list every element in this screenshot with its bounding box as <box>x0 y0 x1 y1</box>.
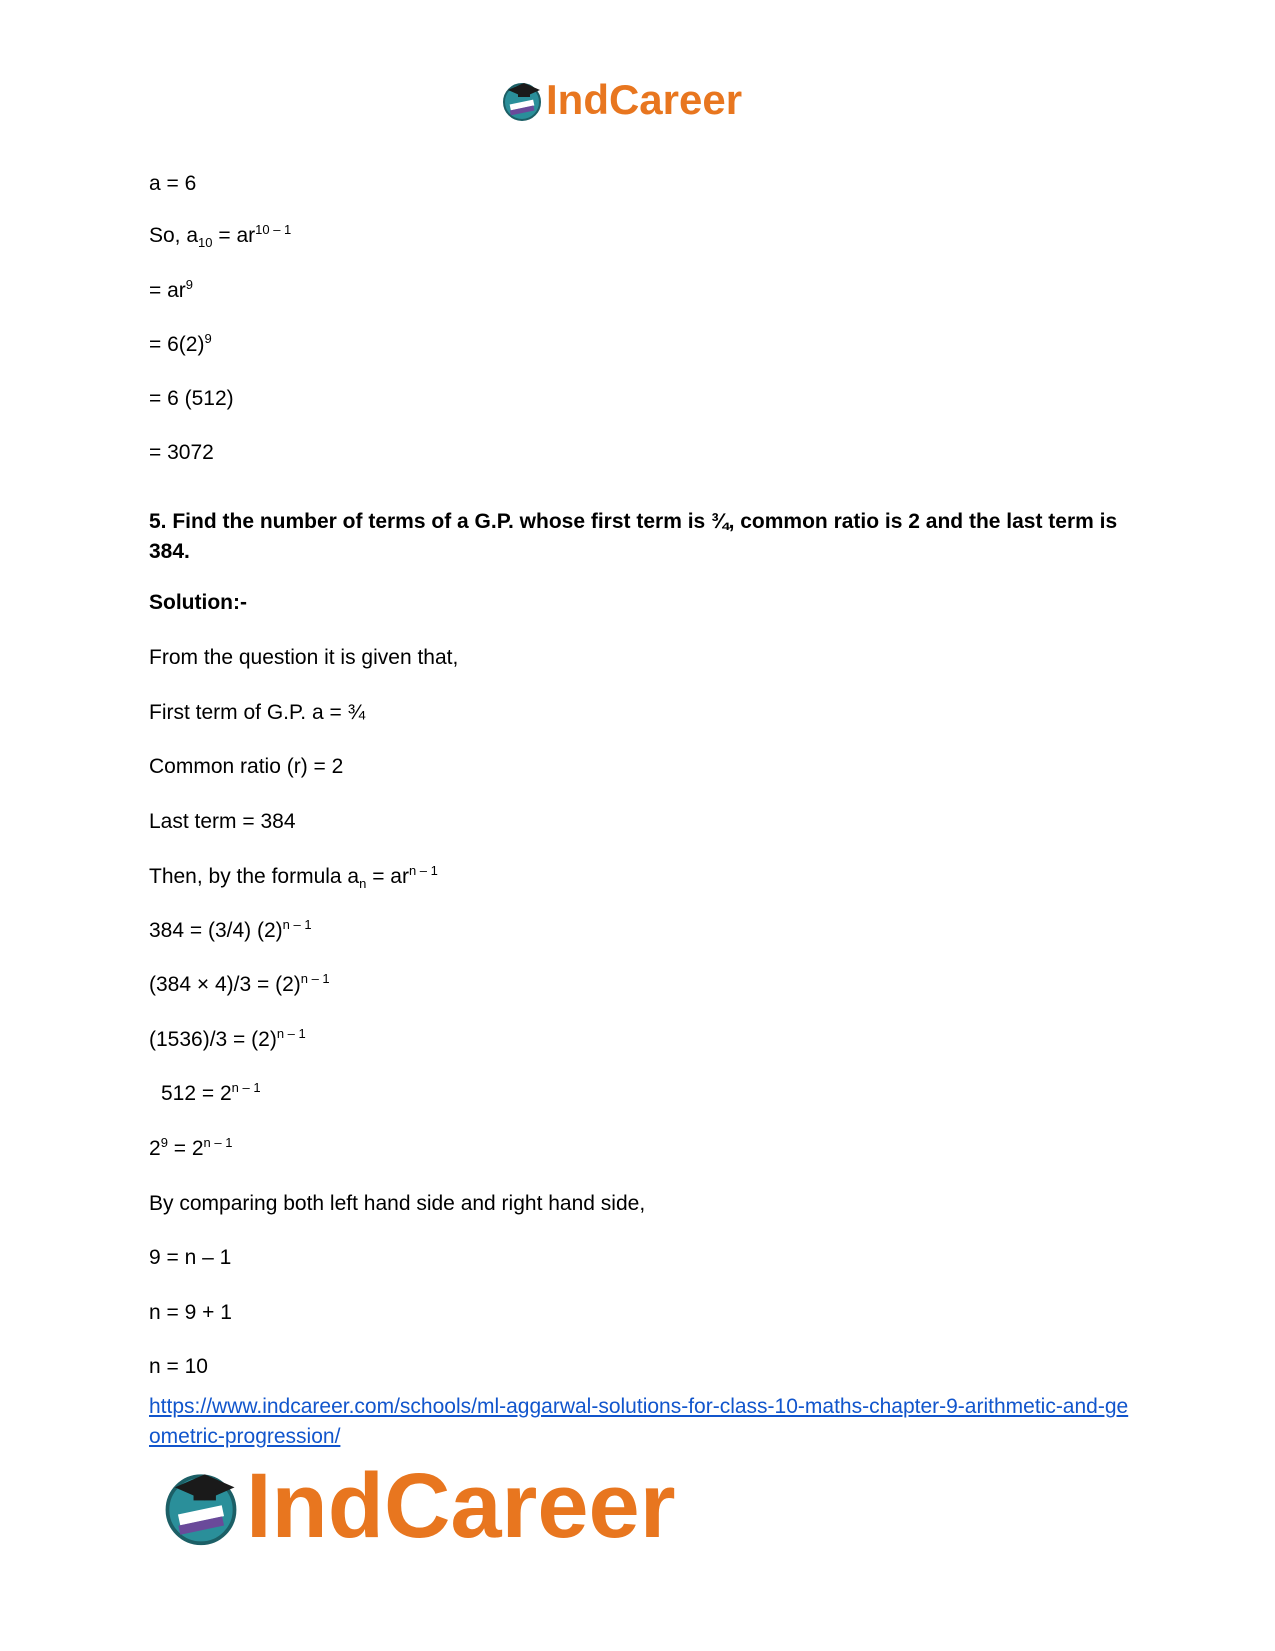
solution-heading: Solution:- <box>149 591 247 614</box>
graduation-globe-icon <box>160 1465 242 1547</box>
text-line: a = 6 <box>149 172 197 195</box>
text-line: = $ar^9$ <box>149 277 194 302</box>
text-line: n = 10 <box>149 1355 208 1378</box>
text-line: 384 = (3/4) $(2)^{n - 1}$ <box>149 917 312 942</box>
question-5: 5. Find the number of terms of a G.P. whose first term is ¾, common ratio is 2 and the last term is 384. <box>149 510 1118 563</box>
text-line: So, $a_{10} = ar^{10 - 1}$ <box>149 222 292 250</box>
text-line: $(1536)/3 = (2)^{n - 1}$ <box>149 1026 306 1051</box>
text-line: = 6 (512) <box>149 387 234 410</box>
text-line: = 3072 <box>149 441 214 464</box>
text-line: From the question it is given that, <box>149 646 459 669</box>
logo-text: IndCareer <box>246 1455 676 1557</box>
header-logo <box>500 78 742 122</box>
text-line: By comparing both left hand side and right hand side, <box>149 1192 646 1215</box>
text-line: n = 9 + 1 <box>149 1301 232 1324</box>
text-line: First term of G.P. a = ¾ <box>149 701 366 724</box>
text-line: $(384 \times 4)/3 = (2)^{n - 1}$ <box>149 971 330 996</box>
text-line: $2^9 = 2^{n - 1}$ <box>149 1135 233 1160</box>
source-link[interactable]: https://www.indcareer.com/schools/ml-aggarwal-solutions-for-class-10-maths-chapter-9-arithmetic-and-geometric-progression/ <box>149 1395 1129 1448</box>
graduation-globe-icon <box>500 78 544 122</box>
text-line: 9 = n – 1 <box>149 1246 232 1269</box>
logo-text: IndCareer <box>546 76 743 123</box>
text-line: Common ratio (r) = 2 <box>149 755 344 778</box>
text-line: $512 = 2^{n - 1}$ <box>161 1080 261 1105</box>
text-line: = $6(2)^9$ <box>149 331 212 356</box>
text-line: Then, by the formula $a_n = ar^{n - 1}$ <box>149 863 438 891</box>
text-line: Last term = 384 <box>149 810 296 833</box>
footer-logo <box>160 1455 676 1557</box>
